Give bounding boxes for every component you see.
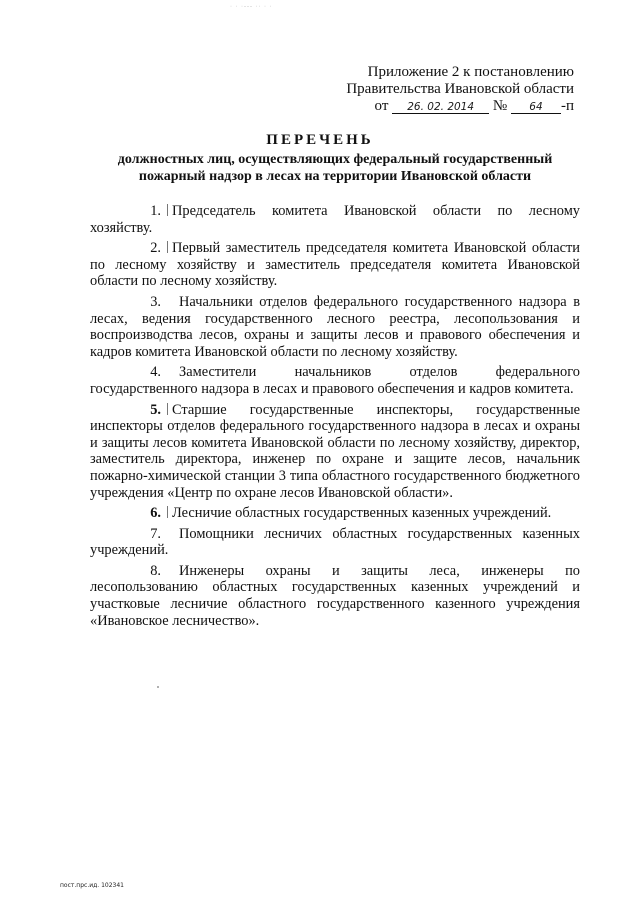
scan-artifact: · · ·--- ·· · · [230, 4, 273, 10]
resolution-number [511, 98, 561, 114]
item-number: 7. [150, 525, 161, 542]
margin-tick [167, 403, 168, 415]
resolution-number-value: 64 [529, 101, 543, 113]
item-text: Заместители начальников отделов федерального государственного надзора в лесах и правового обеспечения и кадров комитета. [90, 364, 580, 397]
item-text: Лесничие областных государственных казенных учреждений. [172, 505, 552, 522]
margin-tick [167, 204, 168, 216]
subtitle-line-1: должностных лиц, осуществляющих федеральный государственный [117, 152, 553, 167]
list-item [90, 203, 580, 236]
list-item [90, 364, 580, 397]
appendix-header [346, 64, 574, 115]
item-number: 2. [150, 240, 161, 257]
list-item [90, 240, 580, 290]
list-item [90, 563, 580, 629]
list-item [90, 294, 580, 360]
item-text: Председатель комитета Ивановской области по лесному хозяйству. [90, 203, 580, 236]
item-text: Первый заместитель председателя комитета Ивановской области по лесному хозяйству и заместитель председателя комитета Ивановской области по лесному хозяйству. [90, 240, 580, 290]
number-sign: № [492, 98, 508, 114]
positions-list [90, 203, 580, 633]
item-number: 3. [150, 293, 161, 310]
resolution-date [392, 98, 489, 114]
item-text: Помощники лесничих областных государственных казенных учреждений. [90, 525, 580, 559]
margin-tick [167, 241, 168, 253]
footer-document-code: пост.прс.ид. 102341 [60, 882, 124, 889]
appendix-line-2: Правительства Ивановской области [346, 81, 574, 97]
item-number: 1. [150, 203, 161, 219]
margin-tick [167, 506, 168, 518]
item-text: Старшие государственные инспекторы, государственные инспекторы отделов федерального государственного надзора в лесах и охраны и защиты лесов комитета Ивановской области по лесному хозяйству, директор, заместитель директора, инженер по охране и защите лесов, начальник пожарно-химической станции 3 типа областного государственного бюджетного учреждения «Центр по охране лесов Ивановской области». [90, 401, 580, 501]
list-item [90, 526, 580, 559]
resolution-date-value: 26. 02. 2014 [407, 101, 475, 113]
resolution-suffix: -п [560, 98, 574, 114]
list-item [90, 505, 580, 522]
item-number: 6. [150, 505, 161, 522]
scan-speck [157, 686, 159, 688]
item-text: Инженеры охраны и защиты леса, инженеры по лесопользованию областных государственных казенных учреждений и участковые лесничие областного государственного казенного учреждения «Ивановское лесничество». [90, 562, 580, 629]
appendix-line-3 [346, 98, 574, 115]
document-title: ПЕРЕЧЕНЬ [266, 132, 374, 148]
item-number: 4. [150, 364, 161, 381]
item-number: 5. [150, 401, 161, 418]
item-text: Начальники отделов федерального государственного надзора в лесах, ведения государственного лесного реестра, лесопользования и воспроизводства лесов, охраны и защиты лесов и правового обеспечения и кадров комитета Ивановской области по лесному хозяйству. [90, 293, 580, 360]
item-number: 8. [150, 562, 161, 579]
list-item [90, 402, 580, 502]
document-subtitle [90, 151, 580, 185]
appendix-line-1: Приложение 2 к постановлению [367, 64, 574, 80]
subtitle-line-2: пожарный надзор в лесах на территории Ивановской области [138, 169, 532, 184]
appendix-from-label: от [374, 98, 389, 114]
